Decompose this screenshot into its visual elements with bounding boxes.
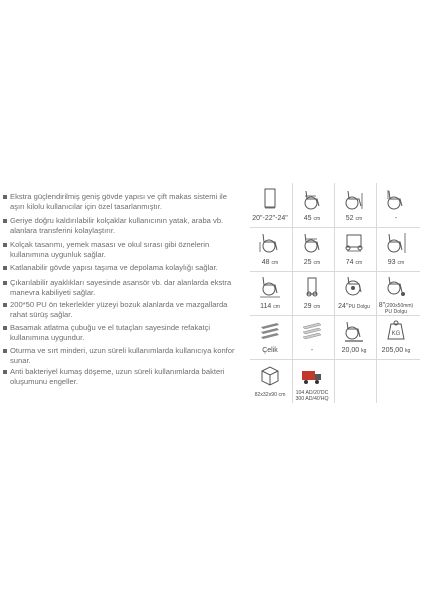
bullet-icon [3,281,7,285]
spec-value: 205,00 kg [381,347,411,354]
spec-material-2 [292,317,332,357]
feature-text: Geriye doğru kaldırılabilir kolçaklar kullanıcının yatak, araba vb. alanlara transferini kolaylaştırır. [10,216,224,235]
seat-width-icon [258,187,282,211]
spec-container [292,361,332,401]
feature-text: Oturma ve sırt minderi, uzun süreli kullanımlarda kullanıcıya konfor sunar. [10,346,235,365]
wheelchair-icon [342,187,366,211]
spec-seat-depth [292,185,332,225]
spec-grid [250,183,420,403]
spec-box-size [250,361,290,401]
spec-subvalue: PU Dolgu [384,309,408,315]
spec-value: - [394,215,398,222]
aluminum-tubes-icon [300,319,324,343]
spec-value: 74 cm [345,259,363,266]
spec-seat-height [334,185,374,225]
bullet-icon [3,303,7,307]
feature-text: Kolçak tasarımı, yemek masası ve okul sırası gibi öznelerin kullanımına uygunluk sağlar. [10,240,210,259]
grid-divider [250,359,420,360]
feature-text: Çıkarılabilir ayaklıkları sayesinde asansör vb. dar alanlarda ekstra manevra kabiliyeti sağlar. [10,278,232,297]
wheelchair-icon [384,231,408,255]
spec-subvalue: 300 AD/40'HQ [295,396,329,402]
bullet-icon [3,219,7,223]
rear-wheel-icon [342,275,366,299]
spec-value: - [310,347,314,354]
spec-value: 29 cm [303,303,321,310]
wheelchair-front-icon [342,231,366,255]
front-wheel-icon [384,275,408,299]
feature-text: 200*50 PU ön tekerlekler yüzeyi bozuk alanlarda ve mazgallarda rahat sürüş sağlar. [10,300,228,319]
spec-value: 52 cm [345,215,363,222]
spec-value: 20"-22"-24" [252,215,288,222]
grid-divider [250,271,420,272]
spec-value: 8"(200x50mm) [378,302,414,309]
grid-divider [250,315,420,316]
spec-seat-width [250,185,290,225]
spec-value: Çelik [262,347,278,354]
wheelchair-icon [384,187,408,211]
spec-material [250,317,290,357]
wheelchair-icon [300,231,324,255]
folded-wheelchair-icon [300,275,324,299]
bullet-icon [3,326,7,330]
spec-value: 114 cm [260,303,280,310]
feature-text: Anti bakteriyel kumaş döşeme, uzun süreli kullanımlarda bakteri oluşumunu engeller. [10,367,225,386]
spec-value: 24"PU Dolgu [338,303,370,310]
bullet-icon [3,266,7,270]
spec-rear-wheel [334,273,374,313]
steel-tubes-icon [258,319,282,343]
wheelchair-icon [258,231,282,255]
spec-folded-width [292,273,332,313]
spec-value: 82x32x90 cm [254,392,286,398]
weight-wheelchair-icon [342,319,366,343]
grid-divider [250,227,420,228]
spec-value: 20,00 kg [341,347,367,354]
wheelchair-icon [300,187,324,211]
weight-icon [384,319,408,343]
spec-armrest-length [292,229,332,269]
svg-text:KG: KG [391,331,401,337]
spec-value: 48 cm [261,259,279,266]
spec-value: 93 cm [387,259,405,266]
wheelchair-icon [258,275,282,299]
bullet-icon [3,349,7,353]
feature-text: Ekstra güçlendirilmiş geniş gövde yapısı ve çift makas sistemi ile aşırı kilolu kullanıcılar için özel tasarlanmıştır. [10,192,227,211]
spec-length [250,273,290,313]
feature-text: Basamak atlatma çubuğu ve el tutaçları sayesinde refakatçi kullanımına uygundur. [10,323,211,342]
spec-backrest [376,185,416,225]
spec-front-wheel [376,273,416,313]
spec-armrest-height [250,229,290,269]
truck-icon [300,363,324,387]
spec-max-load [376,317,416,357]
bullet-icon [3,195,7,199]
spec-value: 45 cm [303,215,321,222]
spec-width [334,229,374,269]
bullet-icon [3,370,7,374]
spec-height [376,229,416,269]
box-icon [258,363,282,387]
feature-text: Katlanabilir gövde yapısı taşıma ve depolama kolaylığı sağlar. [10,263,218,272]
spec-value: 25 cm [303,259,321,266]
spec-weight [334,317,374,357]
spec-value: 104 AD/20'DC [295,390,329,396]
bullet-icon [3,243,7,247]
